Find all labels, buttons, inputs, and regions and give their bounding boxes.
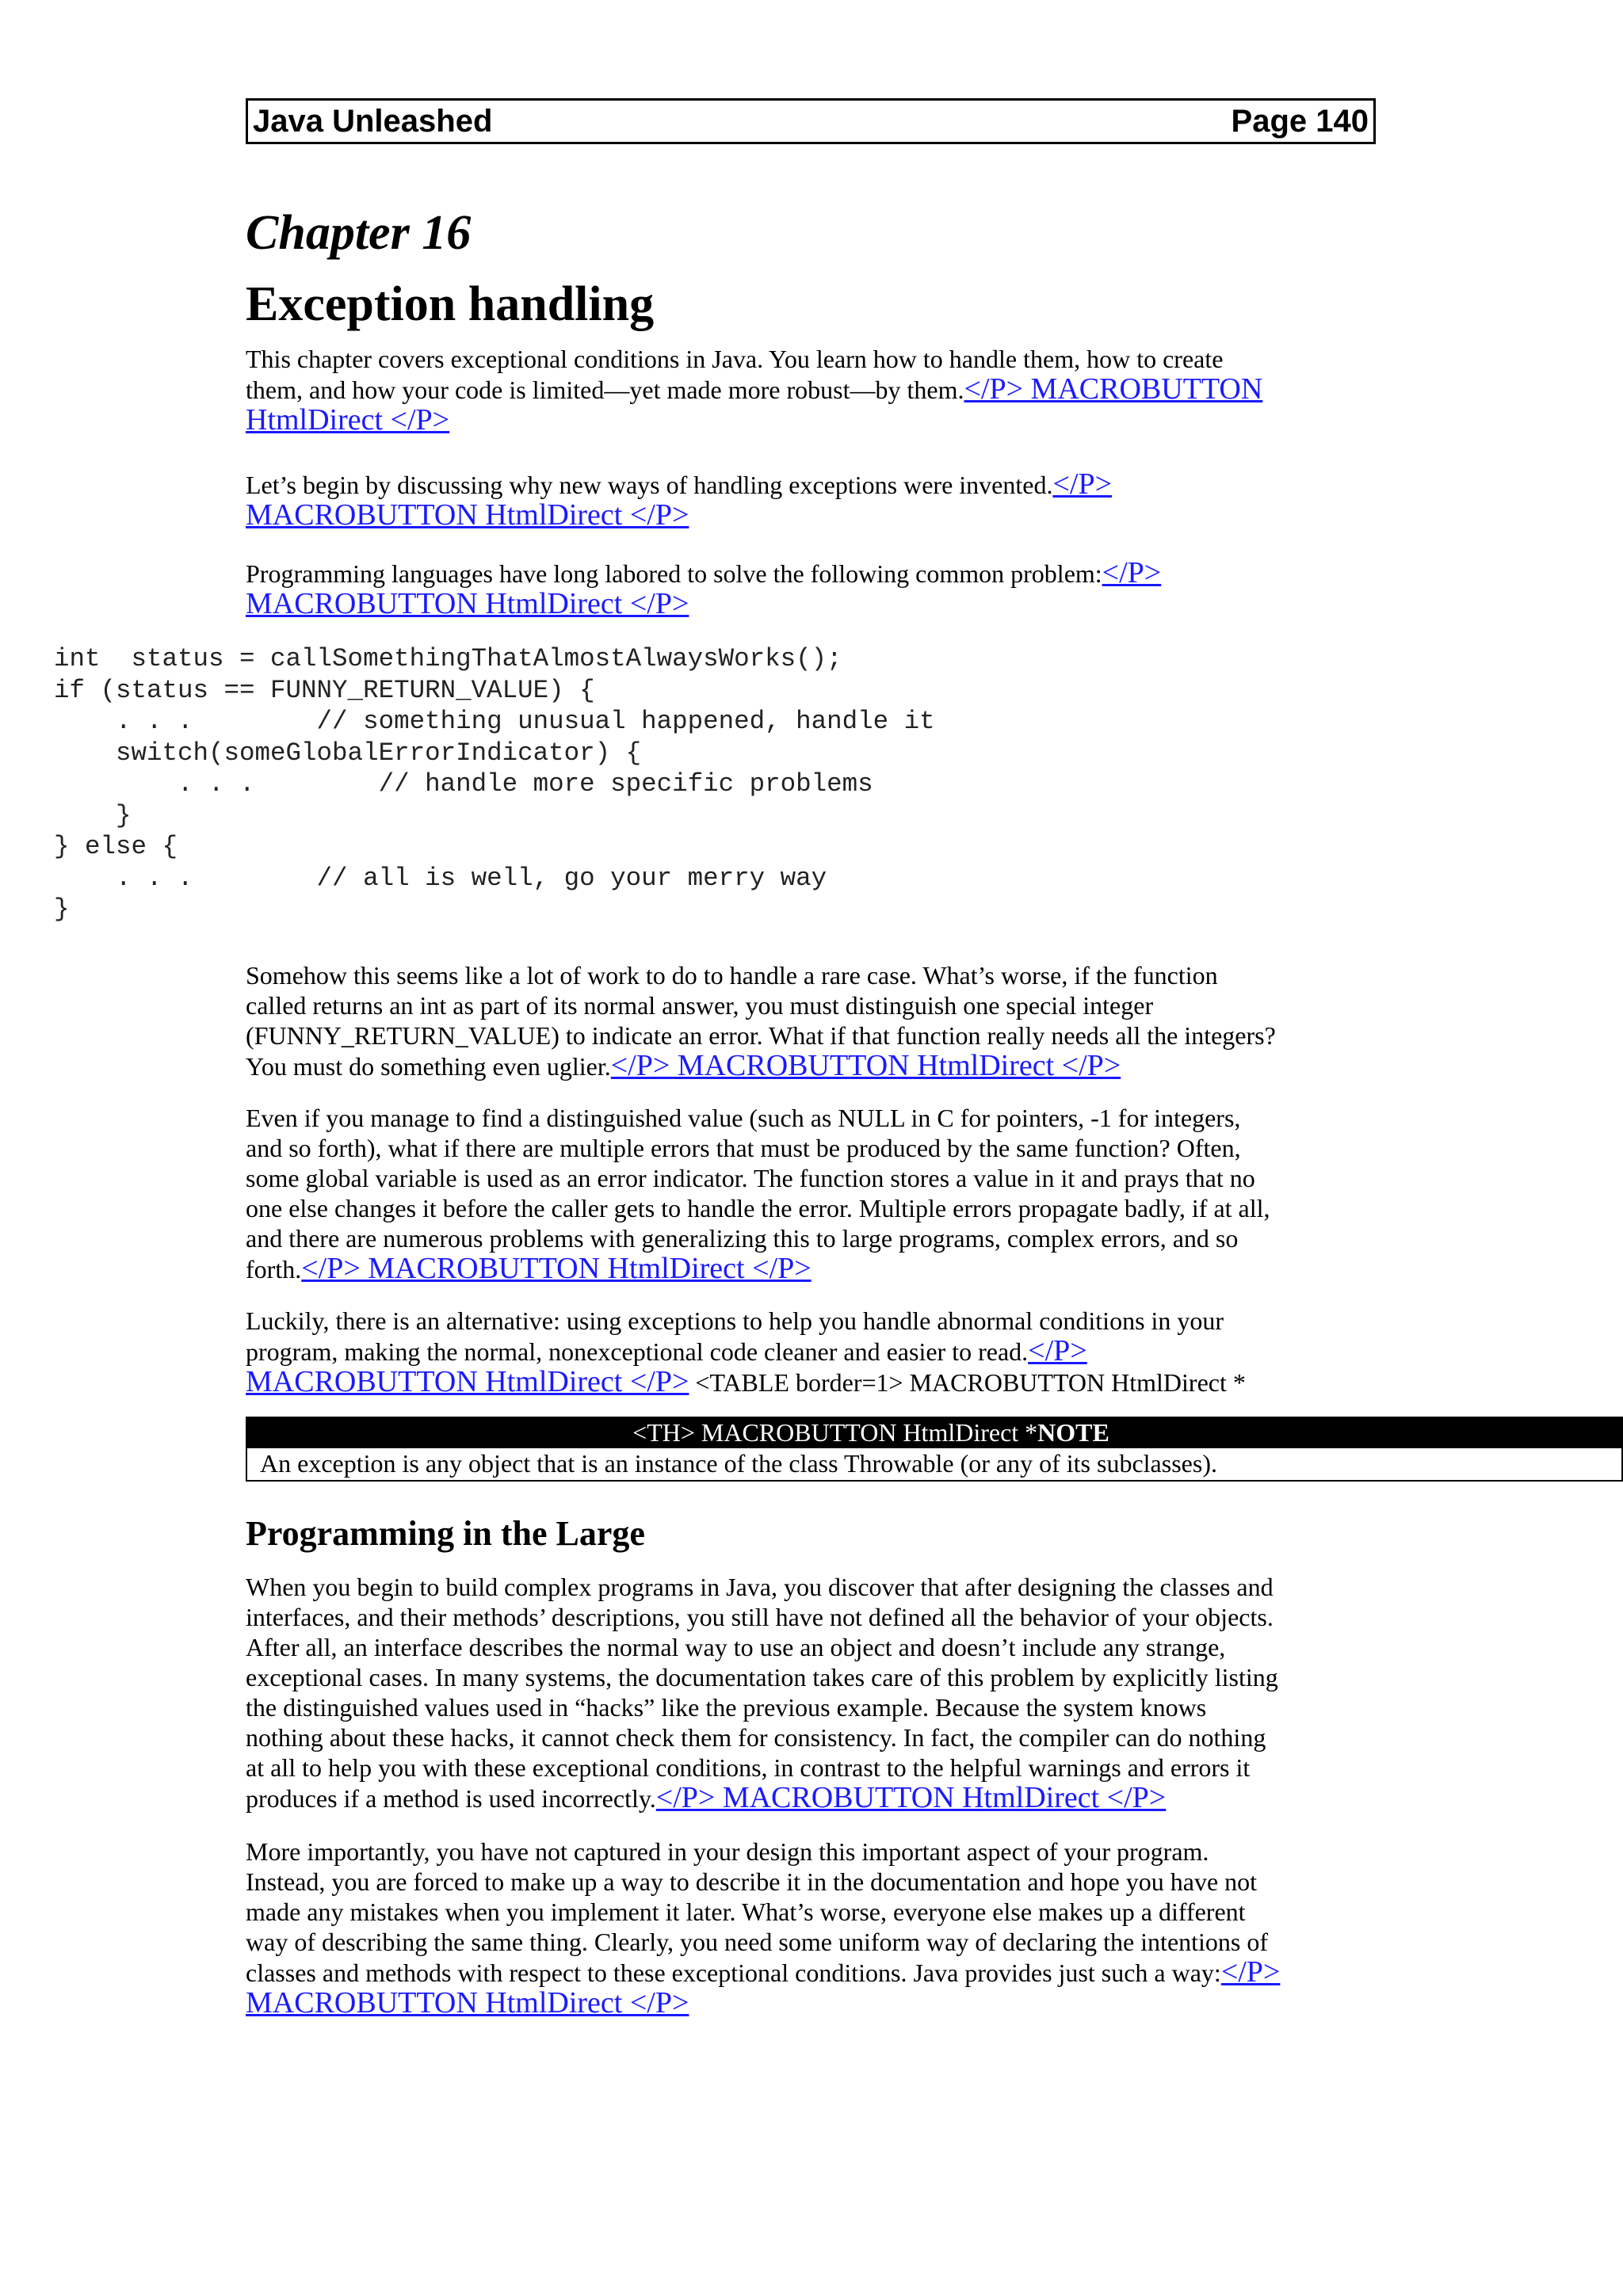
note-header [246, 1417, 1623, 1448]
text-line: After all, an interface describes the normal way to use an object and doesn’t include any strange, [246, 1633, 1226, 1661]
text-line: produces if a method is used incorrectly. [246, 1784, 656, 1813]
paragraph-problem [246, 558, 1387, 620]
paragraph-design [246, 1836, 1387, 2019]
note-header-text: <TH> MACROBUTTON HtmlDirect * [632, 1418, 1038, 1447]
macrobutton-link[interactable]: HtmlDirect </P> [246, 403, 450, 437]
macrobutton-link[interactable]: </P> [1220, 1955, 1281, 1989]
macrobutton-link[interactable]: </P> MACROBUTTON HtmlDirect </P> [301, 1252, 812, 1285]
macrobutton-link[interactable]: </P> MACROBUTTON HtmlDirect </P> [655, 1781, 1167, 1814]
macrobutton-link[interactable]: </P> MACROBUTTON HtmlDirect </P> [610, 1049, 1121, 1082]
section-heading: Programming in the Large [246, 1514, 645, 1553]
note-body: An exception is any object that is an instance of the class Throwable (or any of its subclasses). [246, 1448, 1623, 1482]
text-line: interfaces, and their methods’ descriptions, you still have not defined all the behavior of your objects. [246, 1603, 1274, 1631]
paragraph-distinguished-value [246, 1103, 1387, 1284]
macrobutton-link[interactable]: </P> [1102, 556, 1162, 589]
chapter-title: Exception handling [246, 277, 655, 331]
paragraph-intro [246, 344, 1387, 436]
text-line: More importantly, you have not captured in your design this important aspect of your program. [246, 1837, 1209, 1866]
text-line: nothing about these hacks, it cannot check them for consistency. In fact, the compiler can do nothing [246, 1723, 1266, 1752]
text-line: (FUNNY_RETURN_VALUE) to indicate an error. What if that function really needs all the integers? [246, 1021, 1276, 1050]
macrobutton-link[interactable]: MACROBUTTON HtmlDirect </P> [246, 587, 689, 620]
text-line: forth. [246, 1255, 302, 1283]
text-line: them, and how your code is limited—yet made more robust—by them. [246, 376, 964, 404]
macrobutton-link[interactable]: MACROBUTTON HtmlDirect </P> [246, 1986, 689, 2019]
macrobutton-link[interactable]: MACROBUTTON HtmlDirect </P> [246, 1365, 689, 1398]
paragraph-why [246, 469, 1387, 531]
text-line: You must do something even uglier. [246, 1052, 611, 1081]
paragraph-rare-case [246, 960, 1387, 1081]
text-line: Instead, you are forced to make up a way to describe it in the documentation and hope you have not [246, 1867, 1258, 1896]
text-line: and so forth), what if there are multiple errors that must be produced by the same function? Often, [246, 1134, 1241, 1162]
book-title: Java Unleashed [253, 103, 493, 139]
text-line: one else changes it before the caller gets to handle the error. Multiple errors propagate badly, if at all, [246, 1194, 1270, 1222]
text-line: some global variable is used as an error indicator. The function stores a value in it and prays that no [246, 1164, 1255, 1192]
paragraph-large-programs [246, 1572, 1387, 1814]
text-line: the distinguished values used in “hacks” like the previous example. Because the system knows [246, 1693, 1207, 1722]
text-line: and there are numerous problems with generalizing this to large programs, complex errors, and so [246, 1224, 1239, 1253]
text-line: <TABLE border=1> MACROBUTTON HtmlDirect * [689, 1368, 1246, 1397]
paragraph-alternative [246, 1306, 1387, 1398]
text-line: way of describing the same thing. Clearly, you need some uniform way of declaring the intentions of [246, 1928, 1269, 1956]
macrobutton-link[interactable]: </P> MACROBUTTON [964, 372, 1263, 406]
text-line: Somehow this seems like a lot of work to do to handle a rare case. What’s worse, if the function [246, 961, 1218, 990]
text-line: program, making the normal, nonexceptional code cleaner and easier to read. [246, 1337, 1029, 1366]
text-line: Even if you manage to find a distinguished value (such as NULL in C for pointers, -1 for integers, [246, 1104, 1241, 1132]
text-line: called returns an int as part of its normal answer, you must distinguish one special integer [246, 991, 1154, 1020]
macrobutton-link[interactable]: </P> [1052, 467, 1113, 501]
text-line: at all to help you with these exceptional conditions, in contrast to the helpful warnings and errors it [246, 1753, 1251, 1782]
text-line: made any mistakes when you implement it later. What’s worse, everyone else makes up a different [246, 1897, 1246, 1926]
text-line: Luckily, there is an alternative: using exceptions to help you handle abnormal conditions in your [246, 1306, 1224, 1335]
page-header [246, 98, 1376, 144]
text-line: Programming languages have long labored to solve the following common problem: [246, 559, 1102, 588]
note-label: NOTE [1037, 1418, 1109, 1447]
text-line: exceptional cases. In many systems, the documentation takes care of this problem by explicitly listing [246, 1663, 1278, 1691]
macrobutton-link[interactable]: MACROBUTTON HtmlDirect </P> [246, 498, 689, 532]
code-listing: int status = callSomethingThatAlmostAlwaysWorks(); if (status == FUNNY_RETURN_VALUE) { . . . // something unusual happened, handle it switch(someGlobalErrorIndicator) { . . . // handle more specific problems } } else { . . . // all is well, go your merry way } [54, 644, 935, 924]
text-line: When you begin to build complex programs in Java, you discover that after designing the classes and [246, 1573, 1274, 1601]
page-number: Page 140 [1231, 103, 1369, 139]
text-line: Let’s begin by discussing why new ways of handling exceptions were invented. [246, 471, 1053, 499]
text-line: classes and methods with respect to these exceptional conditions. Java provides just such a way: [246, 1958, 1221, 1987]
chapter-number: Chapter 16 [246, 206, 472, 260]
text-line: This chapter covers exceptional conditions in Java. You learn how to handle them, how to create [246, 345, 1224, 373]
macrobutton-link[interactable]: </P> [1028, 1334, 1087, 1367]
